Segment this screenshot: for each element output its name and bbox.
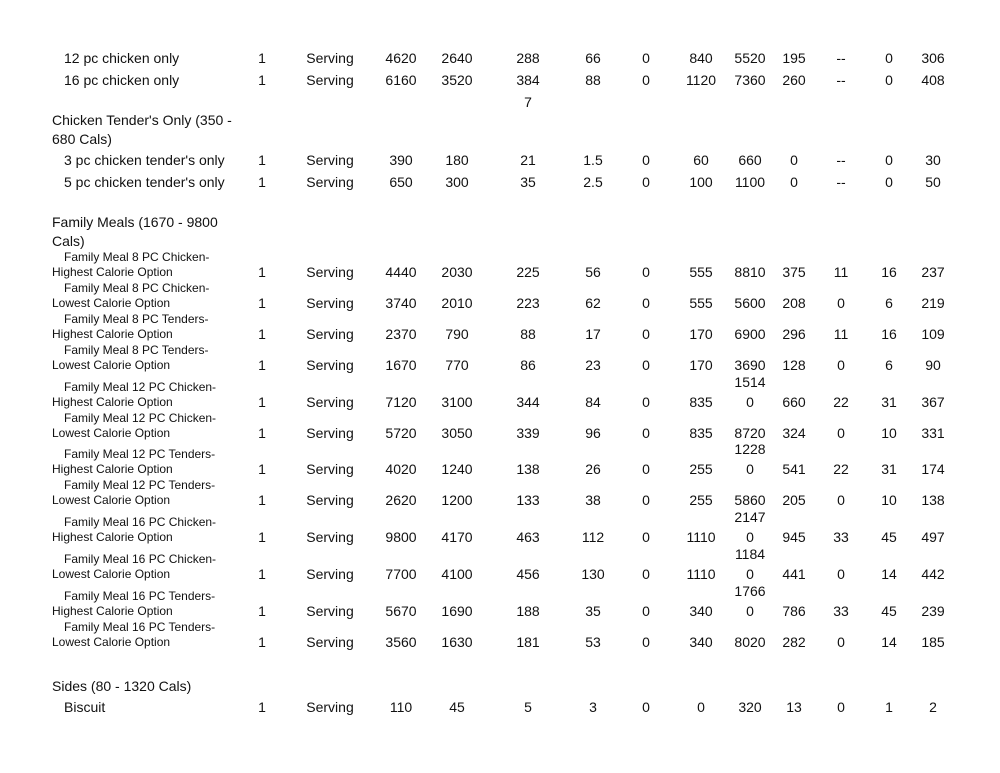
nutrient-value: 0 xyxy=(642,566,650,582)
row-label-line2: Lowest Calorie Option xyxy=(52,296,171,310)
serving-unit: Serving xyxy=(306,326,354,342)
nutrient-value: 8810 xyxy=(734,264,766,280)
row-label xyxy=(52,281,210,311)
nutrient-value: 17 xyxy=(585,326,601,342)
nutrient-value: 90 xyxy=(925,357,941,373)
nutrient-value: 138 xyxy=(921,492,945,508)
nutrient-value: 45 xyxy=(881,603,897,619)
serving-qty: 1 xyxy=(258,72,266,88)
nutrient-value: 2 xyxy=(929,699,937,715)
nutrient-value: 5600 xyxy=(734,295,766,311)
row-label-line2: Lowest Calorie Option xyxy=(52,426,171,440)
nutrient-value: 174 xyxy=(921,461,945,477)
nutrient-value: 23 xyxy=(585,357,601,373)
nutrient-value: 96 xyxy=(585,425,601,441)
row-label xyxy=(52,411,217,441)
serving-unit: Serving xyxy=(306,603,354,619)
nutrient-value: 170 xyxy=(689,357,713,373)
serving-unit: Serving xyxy=(306,357,354,373)
nutrient-value: 33 xyxy=(833,603,849,619)
nutrient-value: 11 xyxy=(833,326,849,342)
nutrient-value: 1670 xyxy=(385,357,417,373)
nutrient-value-part: 0 xyxy=(746,566,754,582)
row-label xyxy=(52,515,217,545)
nutrient-value: 219 xyxy=(921,295,945,311)
nutrient-value: 5670 xyxy=(385,603,417,619)
row-label: 12 pc chicken only xyxy=(64,50,180,66)
nutrient-value-part: 0 xyxy=(746,529,754,545)
nutrient-value: 33 xyxy=(833,529,849,545)
row-label-line2: Lowest Calorie Option xyxy=(52,493,171,507)
row-label-line1: Family Meal 16 PC Tenders- xyxy=(64,620,216,634)
serving-qty: 1 xyxy=(258,326,266,342)
nutrient-value: 31 xyxy=(881,394,897,410)
nutrient-value: 8720 xyxy=(734,425,766,441)
nutrient-value: 10 xyxy=(881,425,897,441)
nutrient-value: 0 xyxy=(642,394,650,410)
nutrient-value: 35 xyxy=(585,603,601,619)
nutrient-value: 170 xyxy=(689,326,713,342)
nutrient-value: 14 xyxy=(881,634,897,650)
nutrient-value: 45 xyxy=(449,699,465,715)
nutrient-value: 340 xyxy=(689,603,713,619)
nutrient-value: 84 xyxy=(585,394,601,410)
serving-qty: 1 xyxy=(258,603,266,619)
nutrient-value: 0 xyxy=(837,295,845,311)
nutrient-value: 3740 xyxy=(385,295,417,311)
nutrient-value: 26 xyxy=(585,461,601,477)
nutrient-value: 112 xyxy=(581,529,605,545)
nutrient-value: 0 xyxy=(642,50,650,66)
nutrient-value: 0 xyxy=(642,699,650,715)
nutrient-value: 306 xyxy=(921,50,945,66)
nutrient-value: 0 xyxy=(642,295,650,311)
nutrient-value: 0 xyxy=(642,357,650,373)
serving-qty: 1 xyxy=(258,566,266,582)
nutrient-value: 650 xyxy=(389,174,413,190)
nutrient-value: 0 xyxy=(642,264,650,280)
serving-unit: Serving xyxy=(306,566,354,582)
nutrient-value: 390 xyxy=(389,152,413,168)
nutrient-value xyxy=(725,439,775,479)
nutrient-value: 2030 xyxy=(441,264,473,280)
nutrient-value: 0 xyxy=(642,174,650,190)
row-label xyxy=(52,343,209,373)
serving-unit: Serving xyxy=(306,425,354,441)
nutrient-value: 4100 xyxy=(441,566,473,582)
row-label-line1: Family Meal 12 PC Tenders- xyxy=(64,478,216,492)
nutrient-value: 660 xyxy=(782,394,806,410)
nutrient-value: 14 xyxy=(881,566,897,582)
nutrient-value: 6 xyxy=(885,295,893,311)
row-label: 5 pc chicken tender's only xyxy=(64,174,225,190)
nutrient-value: 0 xyxy=(642,326,650,342)
nutrient-value: 0 xyxy=(837,566,845,582)
row-label-line1: Family Meal 8 PC Tenders- xyxy=(64,343,209,357)
nutrient-value: 2620 xyxy=(385,492,417,508)
nutrient-value: 1690 xyxy=(441,603,473,619)
row-label-line2: Highest Calorie Option xyxy=(52,395,173,409)
nutrient-value: 0 xyxy=(790,152,798,168)
nutrient-value xyxy=(725,544,775,584)
nutrient-value: 239 xyxy=(921,603,945,619)
row-label-line2: Highest Calorie Option xyxy=(52,265,173,279)
nutrient-value: 0 xyxy=(790,174,798,190)
nutrient-value: 0 xyxy=(642,461,650,477)
nutrient-value: 9800 xyxy=(385,529,417,545)
serving-unit: Serving xyxy=(306,492,354,508)
nutrient-value: 223 xyxy=(516,295,540,311)
nutrient-value: 180 xyxy=(445,152,469,168)
nutrient-value: 5860 xyxy=(734,492,766,508)
nutrient-value: 3050 xyxy=(441,425,473,441)
nutrient-value: 5720 xyxy=(385,425,417,441)
section-title: Chicken Tender's Only (350 - 680 Cals) xyxy=(52,112,232,147)
nutrient-value: 0 xyxy=(885,174,893,190)
nutrient-value: 0 xyxy=(642,529,650,545)
nutrient-value: 296 xyxy=(782,326,806,342)
nutrient-value: 0 xyxy=(642,72,650,88)
nutrient-value: 60 xyxy=(693,152,709,168)
row-label-line1: Family Meal 8 PC Tenders- xyxy=(64,312,209,326)
nutrient-value: 138 xyxy=(516,461,540,477)
row-label-line2: Highest Calorie Option xyxy=(52,530,173,544)
nutrient-value: 384 xyxy=(516,72,540,88)
row-label xyxy=(52,620,216,650)
nutrient-value: 53 xyxy=(585,634,601,650)
serving-unit: Serving xyxy=(306,50,354,66)
nutrient-value: 260 xyxy=(782,72,806,88)
nutrient-value: 4020 xyxy=(385,461,417,477)
nutrient-value: 790 xyxy=(445,326,469,342)
serving-qty: 1 xyxy=(258,295,266,311)
nutrient-value: 35 xyxy=(520,174,536,190)
nutrient-value: 133 xyxy=(516,492,540,508)
row-label-line1: Family Meal 16 PC Chicken- xyxy=(64,515,217,529)
nutrient-value: 110 xyxy=(389,699,413,715)
nutrient-value: 1630 xyxy=(441,634,473,650)
serving-qty: 1 xyxy=(258,357,266,373)
nutrient-value: 288 xyxy=(516,50,540,66)
row-label-line2: Highest Calorie Option xyxy=(52,604,173,618)
nutrient-value: 7360 xyxy=(734,72,766,88)
serving-qty: 1 xyxy=(258,50,266,66)
serving-qty: 1 xyxy=(258,492,266,508)
nutrient-value: -- xyxy=(836,72,846,88)
nutrient-value: 100 xyxy=(689,174,713,190)
nutrient-value: 3 xyxy=(589,699,597,715)
nutrient-value: 22 xyxy=(833,461,849,477)
nutrient-value: 0 xyxy=(642,603,650,619)
nutrient-value: 6160 xyxy=(385,72,417,88)
serving-unit: Serving xyxy=(306,461,354,477)
nutrient-value: 0 xyxy=(642,492,650,508)
serving-qty: 1 xyxy=(258,634,266,650)
nutrient-value: 4620 xyxy=(385,50,417,66)
serving-qty: 1 xyxy=(258,461,266,477)
nutrient-value: 109 xyxy=(921,326,945,342)
section-title: Family Meals (1670 - 9800 Cals) xyxy=(52,214,218,249)
nutrient-value xyxy=(725,372,775,412)
nutrient-value: 128 xyxy=(782,357,806,373)
nutrient-value: 7700 xyxy=(385,566,417,582)
serving-qty: 1 xyxy=(258,174,266,190)
nutrient-value: 2010 xyxy=(441,295,473,311)
row-label xyxy=(52,380,217,410)
nutrient-value: 0 xyxy=(837,357,845,373)
nutrient-value: 835 xyxy=(689,394,713,410)
nutrient-value: 555 xyxy=(689,264,713,280)
nutrient-value: 88 xyxy=(520,326,536,342)
nutrient-value: 0 xyxy=(885,50,893,66)
nutrient-value-part: 1514 xyxy=(734,374,766,390)
row-label xyxy=(52,447,216,477)
nutrient-value: 1240 xyxy=(441,461,473,477)
nutrient-value: 5 xyxy=(524,699,532,715)
row-label: 3 pc chicken tender's only xyxy=(64,152,225,168)
nutrient-value-part: 0 xyxy=(746,394,754,410)
serving-unit: Serving xyxy=(306,529,354,545)
row-label-line2: Lowest Calorie Option xyxy=(52,567,171,581)
nutrient-value: 50 xyxy=(925,174,941,190)
nutrient-value: 255 xyxy=(689,492,713,508)
nutrient-value: 1110 xyxy=(686,529,716,545)
nutrient-value: 340 xyxy=(689,634,713,650)
nutrient-value: 786 xyxy=(782,603,806,619)
row-label-line2: Lowest Calorie Option xyxy=(52,635,171,649)
serving-unit: Serving xyxy=(306,295,354,311)
nutrient-value: 945 xyxy=(782,529,806,545)
row-label: Biscuit xyxy=(64,699,106,715)
nutrient-value: 208 xyxy=(782,295,806,311)
nutrient-value: 331 xyxy=(921,425,945,441)
row-label-line1: Family Meal 12 PC Chicken- xyxy=(64,380,217,394)
nutrient-value: 255 xyxy=(689,461,713,477)
nutrient-value: 770 xyxy=(445,357,469,373)
row-label xyxy=(52,312,209,342)
row-label-line1: Family Meal 8 PC Chicken- xyxy=(64,250,210,264)
row-label-line2: Highest Calorie Option xyxy=(52,462,173,476)
serving-unit: Serving xyxy=(306,394,354,410)
nutrient-value: 22 xyxy=(833,394,849,410)
nutrient-value-overflow: 7 xyxy=(524,94,532,110)
nutrient-value: 45 xyxy=(881,529,897,545)
nutrient-value: 66 xyxy=(585,50,601,66)
nutrient-value: 0 xyxy=(642,425,650,441)
nutrient-value: 30 xyxy=(925,152,941,168)
section-title: Sides (80 - 1320 Cals) xyxy=(52,678,192,694)
nutrient-value: 0 xyxy=(837,492,845,508)
nutrient-value: 324 xyxy=(782,425,806,441)
row-label: 16 pc chicken only xyxy=(64,72,180,88)
nutrient-value: 300 xyxy=(445,174,469,190)
nutrient-value: 2.5 xyxy=(583,174,603,190)
nutrient-value: 1120 xyxy=(685,72,717,88)
nutrient-value: 56 xyxy=(585,264,601,280)
nutrient-value: 3100 xyxy=(441,394,473,410)
serving-qty: 1 xyxy=(258,152,266,168)
nutrient-value: 31 xyxy=(881,461,897,477)
row-label xyxy=(52,589,216,619)
nutrient-value: 660 xyxy=(738,152,762,168)
nutrient-value: 6 xyxy=(885,357,893,373)
row-label xyxy=(52,250,210,280)
nutrient-value: 375 xyxy=(782,264,806,280)
nutrient-value-part: 2147 xyxy=(734,509,766,525)
nutrient-value: 441 xyxy=(782,566,806,582)
nutrient-value: 4170 xyxy=(441,529,473,545)
nutrient-value: 5520 xyxy=(734,50,766,66)
nutrient-value: 835 xyxy=(689,425,713,441)
nutrient-value: 456 xyxy=(516,566,540,582)
nutrient-value: 840 xyxy=(689,50,713,66)
nutrient-value: 3690 xyxy=(734,357,766,373)
row-label xyxy=(52,478,216,508)
nutrient-value: 0 xyxy=(642,634,650,650)
nutrient-value: 8020 xyxy=(734,634,766,650)
row-label-line1: Family Meal 16 PC Tenders- xyxy=(64,589,216,603)
nutrient-value: 0 xyxy=(837,425,845,441)
nutrient-value: 88 xyxy=(585,72,601,88)
serving-unit: Serving xyxy=(306,264,354,280)
nutrient-value: 1100 xyxy=(734,174,766,190)
nutrient-value: 2640 xyxy=(441,50,473,66)
nutrient-value: 1.5 xyxy=(583,152,603,168)
nutrient-value-part: 0 xyxy=(746,461,754,477)
serving-unit: Serving xyxy=(306,152,354,168)
nutrient-value xyxy=(725,507,775,547)
nutrient-value: 7120 xyxy=(385,394,417,410)
nutrient-value: 541 xyxy=(782,461,806,477)
nutrient-value: 442 xyxy=(921,566,945,582)
nutrient-value: 320 xyxy=(738,699,762,715)
row-label-line1: Family Meal 12 PC Chicken- xyxy=(64,411,217,425)
nutrient-value: 86 xyxy=(520,357,536,373)
serving-qty: 1 xyxy=(258,699,266,715)
nutrient-value: 62 xyxy=(585,295,601,311)
nutrient-value: 195 xyxy=(782,50,806,66)
row-label-line1: Family Meal 8 PC Chicken- xyxy=(64,281,210,295)
nutrient-value: 16 xyxy=(881,326,897,342)
nutrient-value: 1200 xyxy=(441,492,473,508)
nutrient-value: 38 xyxy=(585,492,601,508)
serving-unit: Serving xyxy=(306,699,354,715)
nutrient-value: 237 xyxy=(921,264,945,280)
nutrient-value: 225 xyxy=(516,264,540,280)
nutrient-value: 205 xyxy=(782,492,806,508)
nutrient-value: -- xyxy=(836,50,846,66)
row-label xyxy=(52,552,217,582)
nutrient-value-part: 1766 xyxy=(734,583,766,599)
nutrient-value: 463 xyxy=(516,529,540,545)
nutrient-value: 10 xyxy=(881,492,897,508)
nutrient-value: 2370 xyxy=(385,326,417,342)
serving-qty: 1 xyxy=(258,425,266,441)
nutrient-value: 3560 xyxy=(385,634,417,650)
nutrient-value: 0 xyxy=(885,72,893,88)
nutrient-value: 339 xyxy=(516,425,540,441)
row-label-line2: Lowest Calorie Option xyxy=(52,358,171,372)
nutrient-value-part: 1228 xyxy=(734,441,766,457)
nutrient-value: 497 xyxy=(921,529,945,545)
row-label-line2: Highest Calorie Option xyxy=(52,327,173,341)
nutrient-value: 3520 xyxy=(441,72,473,88)
nutrient-value: -- xyxy=(836,152,846,168)
nutrient-value: 1 xyxy=(885,699,893,715)
nutrient-value: 4440 xyxy=(385,264,417,280)
serving-qty: 1 xyxy=(258,264,266,280)
nutrient-value: 188 xyxy=(516,603,540,619)
nutrient-value: 282 xyxy=(782,634,806,650)
nutrient-value-part: 0 xyxy=(746,603,754,619)
serving-qty: 1 xyxy=(258,529,266,545)
nutrient-value: 0 xyxy=(837,699,845,715)
row-label-line1: Family Meal 12 PC Tenders- xyxy=(64,447,216,461)
nutrient-value: 0 xyxy=(697,699,705,715)
nutrient-value: 1110 xyxy=(686,566,716,582)
nutrient-value: 0 xyxy=(837,634,845,650)
nutrient-value: 344 xyxy=(516,394,540,410)
row-label-line1: Family Meal 16 PC Chicken- xyxy=(64,552,217,566)
nutrient-value xyxy=(725,581,775,621)
nutrient-value: 181 xyxy=(516,634,540,650)
nutrient-value: 0 xyxy=(642,152,650,168)
nutrient-value: -- xyxy=(836,174,846,190)
nutrient-value: 21 xyxy=(520,152,536,168)
nutrient-value: 408 xyxy=(921,72,945,88)
nutrient-value: 13 xyxy=(786,699,802,715)
serving-qty: 1 xyxy=(258,394,266,410)
nutrient-value: 0 xyxy=(885,152,893,168)
nutrient-value: 6900 xyxy=(734,326,766,342)
serving-unit: Serving xyxy=(306,174,354,190)
nutrient-value-part: 1184 xyxy=(734,546,766,562)
nutrient-value: 185 xyxy=(921,634,945,650)
nutrient-value: 130 xyxy=(581,566,605,582)
serving-unit: Serving xyxy=(306,72,354,88)
nutrient-value: 367 xyxy=(921,394,945,410)
nutrient-value: 16 xyxy=(881,264,897,280)
nutrient-value: 11 xyxy=(833,264,849,280)
serving-unit: Serving xyxy=(306,634,354,650)
nutrient-value: 555 xyxy=(689,295,713,311)
